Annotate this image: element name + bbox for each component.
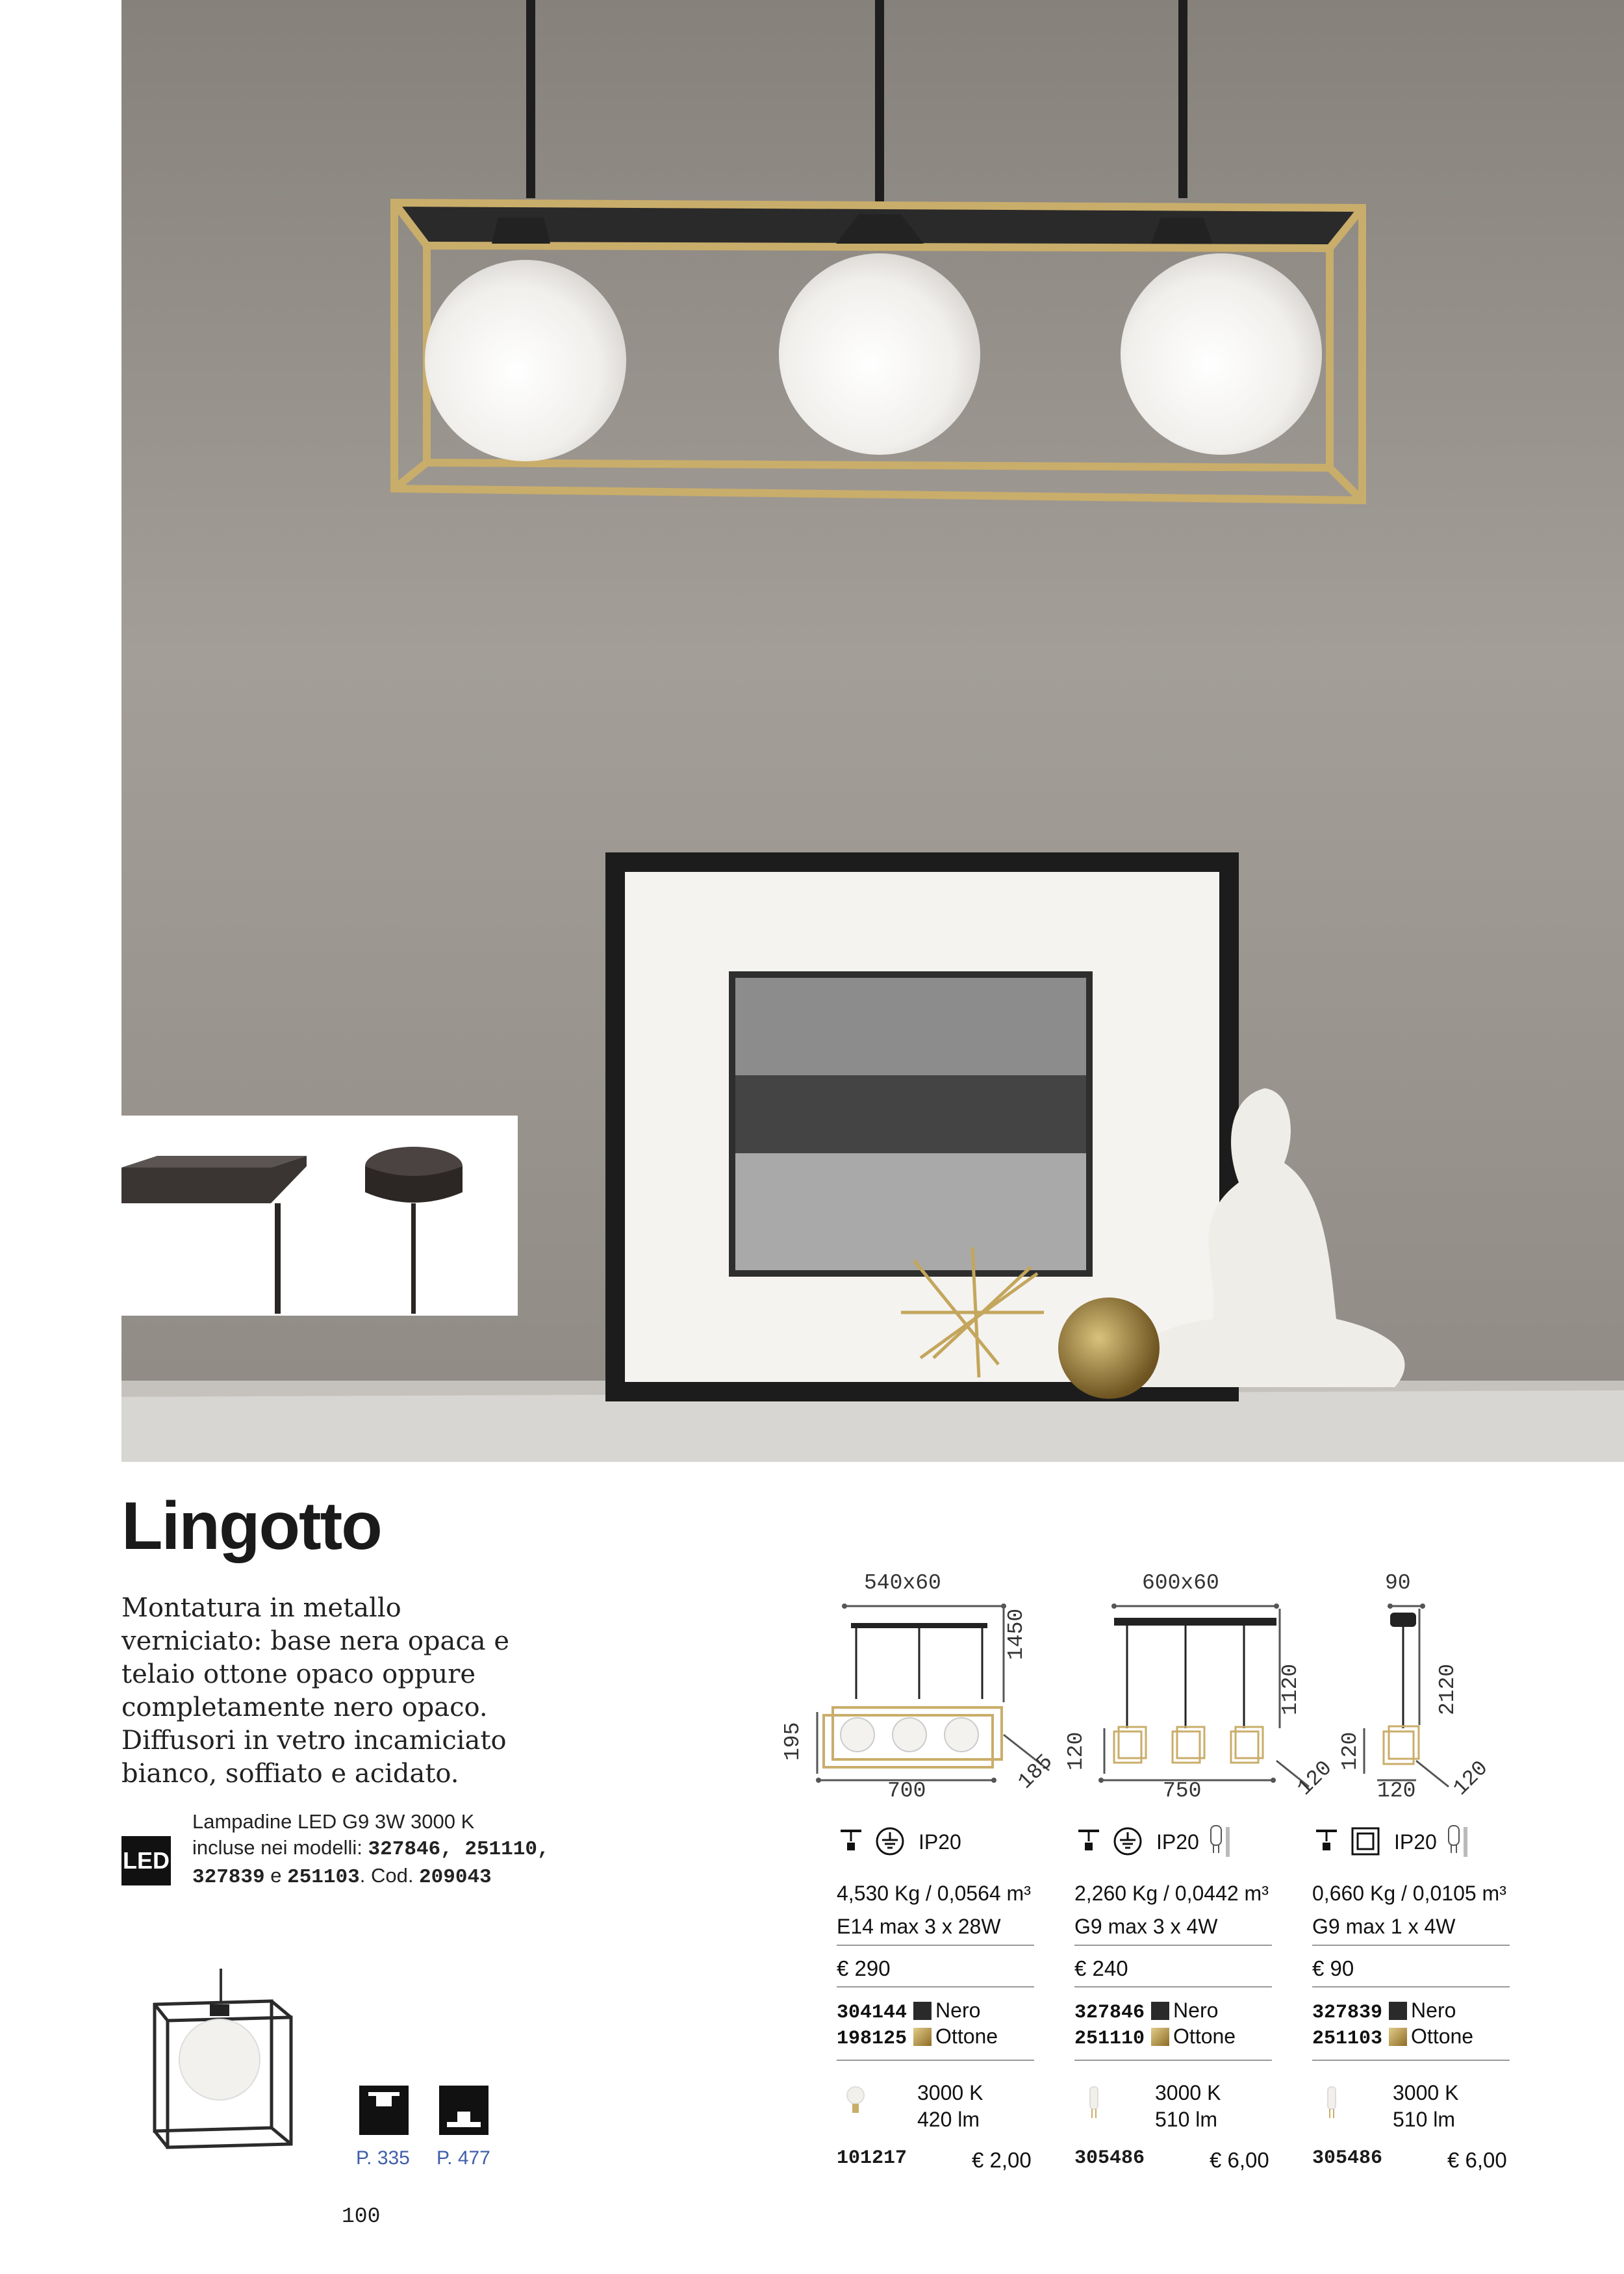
model-3-width-dim: 120 [1377, 1779, 1416, 1803]
led-cod: 209043 [419, 1866, 492, 1889]
divider [1074, 2060, 1272, 2061]
ceiling-class2-icons [1313, 1826, 1391, 1858]
variant-color: Ottone [1173, 2025, 1236, 2048]
globe-bulb-icon [846, 2082, 865, 2121]
model-2-top-dim: 600x60 [1142, 1571, 1219, 1595]
model-3-top-dim: 90 [1385, 1571, 1411, 1595]
model-1-width-dim: 700 [887, 1779, 926, 1803]
ottone-swatch [913, 2028, 932, 2046]
variant-code: 327846 [1074, 2002, 1145, 2024]
variant-code: 327839 [1312, 2002, 1383, 2024]
nero-swatch [913, 2002, 932, 2020]
variant-code: 198125 [837, 2028, 907, 2050]
ottone-swatch [1151, 2028, 1169, 2046]
model-1-lamp-lm: 420 lm [917, 2108, 980, 2131]
ceiling-earth-icons [838, 1826, 916, 1858]
variant-color: Nero [935, 1999, 981, 2022]
variant-color: Nero [1173, 1999, 1219, 2022]
divider [1312, 2060, 1510, 2061]
model-1-lamp-code: 101217 [837, 2147, 907, 2169]
led-code-list-c: 251103 [287, 1866, 360, 1889]
led-badge: LED [121, 1836, 171, 1885]
variant-color: Ottone [1411, 2025, 1474, 2048]
bulb-included-icon [1443, 1824, 1472, 1861]
led-cod-label: . Cod. [359, 1864, 420, 1887]
model-2-price: € 240 [1074, 1956, 1128, 1980]
model-1-bulb: E14 max 3 x 28W [837, 1915, 1001, 1938]
led-note [192, 1809, 556, 1891]
model-2-lamp-temp: 3000 K [1155, 2081, 1221, 2104]
variant-code: 304144 [837, 2002, 907, 2024]
shade-icon[interactable] [359, 2086, 409, 2135]
divider [1074, 1986, 1272, 1987]
model-2-depth-dim: 120 [1293, 1756, 1338, 1801]
model-2-weight: 2,260 Kg / 0,0442 m³ [1074, 1882, 1269, 1905]
model-1-height-dim: 1450 [1004, 1608, 1028, 1660]
page-link-477[interactable]: P. 477 [437, 2147, 490, 2169]
model-1-price: € 290 [837, 1956, 891, 1980]
product-title: Lingotto [121, 1488, 381, 1564]
model-1-lamp-temp: 3000 K [917, 2081, 983, 2104]
model-1-depth-dim: 185 [1013, 1749, 1058, 1795]
led-and: e [264, 1864, 288, 1887]
model-2-lamp-code: 305486 [1074, 2147, 1145, 2169]
model-3-variant-2 [1312, 2023, 1473, 2052]
model-2-width-dim: 750 [1163, 1779, 1202, 1803]
ceiling-mount-detail [121, 1116, 518, 1316]
model-3-ip: IP20 [1394, 1830, 1437, 1854]
model-3-bulb: G9 max 1 x 4W [1312, 1915, 1456, 1938]
variant-color: Ottone [935, 2025, 998, 2048]
model-2-ip: IP20 [1156, 1830, 1199, 1854]
model-2-lamp-lm: 510 lm [1155, 2108, 1218, 2131]
page-number: 100 [342, 2204, 381, 2229]
variant-color: Nero [1411, 1999, 1456, 2022]
model-3-lamp-lm: 510 lm [1393, 2108, 1456, 2131]
page-link-335[interactable]: P. 335 [356, 2147, 410, 2169]
model-1-side-dim: 195 [781, 1722, 805, 1761]
divider [837, 1986, 1034, 1987]
bulb-included-icon [1206, 1824, 1234, 1861]
nero-swatch [1151, 2002, 1169, 2020]
led-code-list-a: 327846, 251110, [368, 1838, 550, 1861]
led-note-line1: Lampadine LED G9 3W 3000 K [192, 1810, 475, 1833]
model-3-lamp-price: € 6,00 [1447, 2148, 1507, 2172]
model-2-lamp-price: € 6,00 [1210, 2148, 1269, 2172]
g9-bulb-icon [1324, 2086, 1339, 2122]
model-3-lamp-temp: 3000 K [1393, 2081, 1459, 2104]
model-1-variant-2 [837, 2023, 998, 2052]
ottone-swatch [1389, 2028, 1407, 2046]
model-3-weight: 0,660 Kg / 0,0105 m³ [1312, 1882, 1506, 1905]
model-3-price: € 90 [1312, 1956, 1354, 1980]
divider [1312, 1986, 1510, 1987]
model-3-side-dim: 120 [1338, 1731, 1362, 1770]
model-2-side-dim: 120 [1064, 1731, 1088, 1770]
model-2-variant-2 [1074, 2023, 1236, 2052]
divider [1074, 1945, 1272, 1946]
model-1-lamp-price: € 2,00 [972, 2148, 1032, 2172]
model-3-depth-dim: 120 [1449, 1756, 1493, 1801]
model-3-height-dim: 2120 [1436, 1663, 1460, 1715]
variant-code: 251103 [1312, 2028, 1383, 2050]
led-note-line2: incluse nei modelli: [192, 1836, 368, 1859]
model-2-drawing [1078, 1598, 1312, 1793]
model-3-lamp-code: 305486 [1312, 2147, 1383, 2169]
divider [837, 1945, 1034, 1946]
model-1-weight: 4,530 Kg / 0,0564 m³ [837, 1882, 1031, 1905]
nero-swatch [1389, 2002, 1407, 2020]
divider [837, 2060, 1034, 2061]
canopy-icon[interactable] [439, 2086, 488, 2135]
g9-bulb-icon [1086, 2086, 1102, 2122]
ceiling-earth-icons [1076, 1826, 1154, 1858]
led-code-list-b: 327839 [192, 1866, 265, 1889]
model-2-bulb: G9 max 3 x 4W [1074, 1915, 1218, 1938]
model-1-ip: IP20 [919, 1830, 961, 1854]
model-2-height-dim: 1120 [1278, 1663, 1302, 1715]
model-1-top-dim: 540x60 [864, 1571, 941, 1595]
product-description: Montatura in metallo verniciato: base nera opaca e telaio ottone opaco oppure completamente nero opaco. Diffusori in vetro incamiciato bianco, soffiato e acidato. [121, 1593, 509, 1789]
variant-code: 251110 [1074, 2028, 1145, 2050]
divider [1312, 1945, 1510, 1946]
single-pendant-image [142, 1969, 304, 2151]
